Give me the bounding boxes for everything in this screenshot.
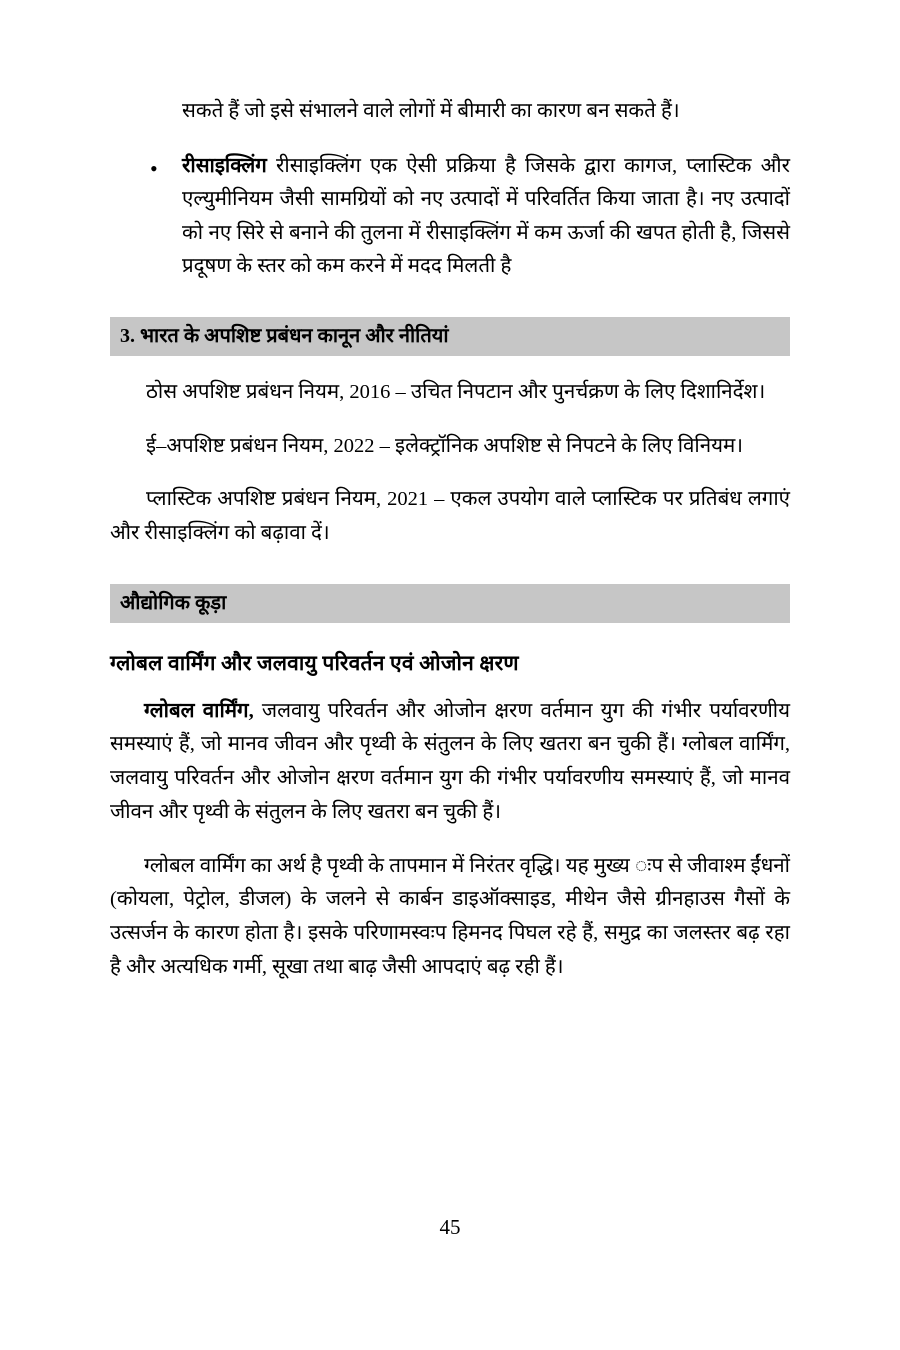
list-item: [150, 150, 790, 283]
page-number: 45: [439, 1215, 461, 1239]
page-content: [110, 95, 790, 984]
continued-paragraph: सकते हैं जो इसे संभालने वाले लोगों में बीमारी का कारण बन सकते हैं।: [182, 100, 680, 122]
section-heading-industrial-waste: औद्योगिक कूड़ा: [110, 584, 790, 623]
section-heading-3: 3. भारत के अपशिष्ट प्रबंधन कानून और नीतियां: [110, 317, 790, 356]
list-item-bold-lead: रीसाइक्लिंग: [182, 155, 267, 178]
subheading-global-warming: ग्लोबल वार्मिंग और जलवायु परिवर्तन एवं ओजोन क्षरण: [110, 650, 519, 675]
body-paragraph-1: [110, 695, 790, 829]
paragraph-bold-lead: ग्लोबल वार्मिंग,: [144, 699, 254, 722]
list-item-text: [182, 150, 790, 283]
law-paragraph-2: ई–अपशिष्ट प्रबंधन नियम, 2022 – इलेक्ट्रॉनिक अपशिष्ट से निपटने के लिए विनियम।: [146, 434, 744, 457]
bullet-dot-icon: •: [150, 156, 158, 182]
paragraph-body: जलवायु परिवर्तन और ओजोन क्षरण वर्तमान युग की गंभीर पर्यावरणीय समस्याएं हैं, जो मानव जीवन और पृथ्वी के संतुलन के लिए खतरा बन चुकी हैं। ग्लोबल वार्मिंग, जलवायु परिवर्तन और ओजोन क्षरण वर्तमान युग की गंभीर पर्यावरणीय समस्याएं हैं, जो मानव जीवन और पृथ्वी के संतुलन के लिए खतरा बन चुकी हैं।: [110, 699, 790, 823]
law-paragraph-1: ठोस अपशिष्ट प्रबंधन नियम, 2016 – उचित निपटान और पुनर्चक्रण के लिए दिशानिर्देश।: [146, 381, 766, 404]
list-item-body: रीसाइक्लिंग एक ऐसी प्रक्रिया है जिसके द्वारा कागज, प्लास्टिक और एल्युमीनियम जैसी सामग्रियों को नए उत्पादों में परिवर्तित किया जाता है। नए उत्पादों को नए सिरे से बनाने की तुलना में रीसाइक्लिंग में कम ऊर्जा की खपत होती है, जिससे प्रदूषण के स्तर को कम करने में मदद मिलती है: [182, 155, 790, 277]
law-paragraph-3: प्लास्टिक अपशिष्ट प्रबंधन नियम, 2021 – एकल उपयोग वाले प्लास्टिक पर प्रतिबंध लगाएं और रीसाइक्लिंग को बढ़ावा दें।: [110, 488, 790, 544]
body-paragraph-2: ग्लोबल वार्मिंग का अर्थ है पृथ्वी के तापमान में निरंतर वृद्धि। यह मुख्य ःप से जीवाश्म ईंधनों (कोयला, पेट्रोल, डीजल) के जलने से कार्बन डाइऑक्साइड, मीथेन जैसे ग्रीनहाउस गैसों के उत्सर्जन के कारण होता है। इसके परिणामस्वःप हिमनद पिघल रहे हैं, समुद्र का जलस्तर बढ़ रहा है और अत्यधिक गर्मी, सूखा तथा बाढ़ जैसी आपदाएं बढ़ रही हैं।: [110, 854, 790, 978]
